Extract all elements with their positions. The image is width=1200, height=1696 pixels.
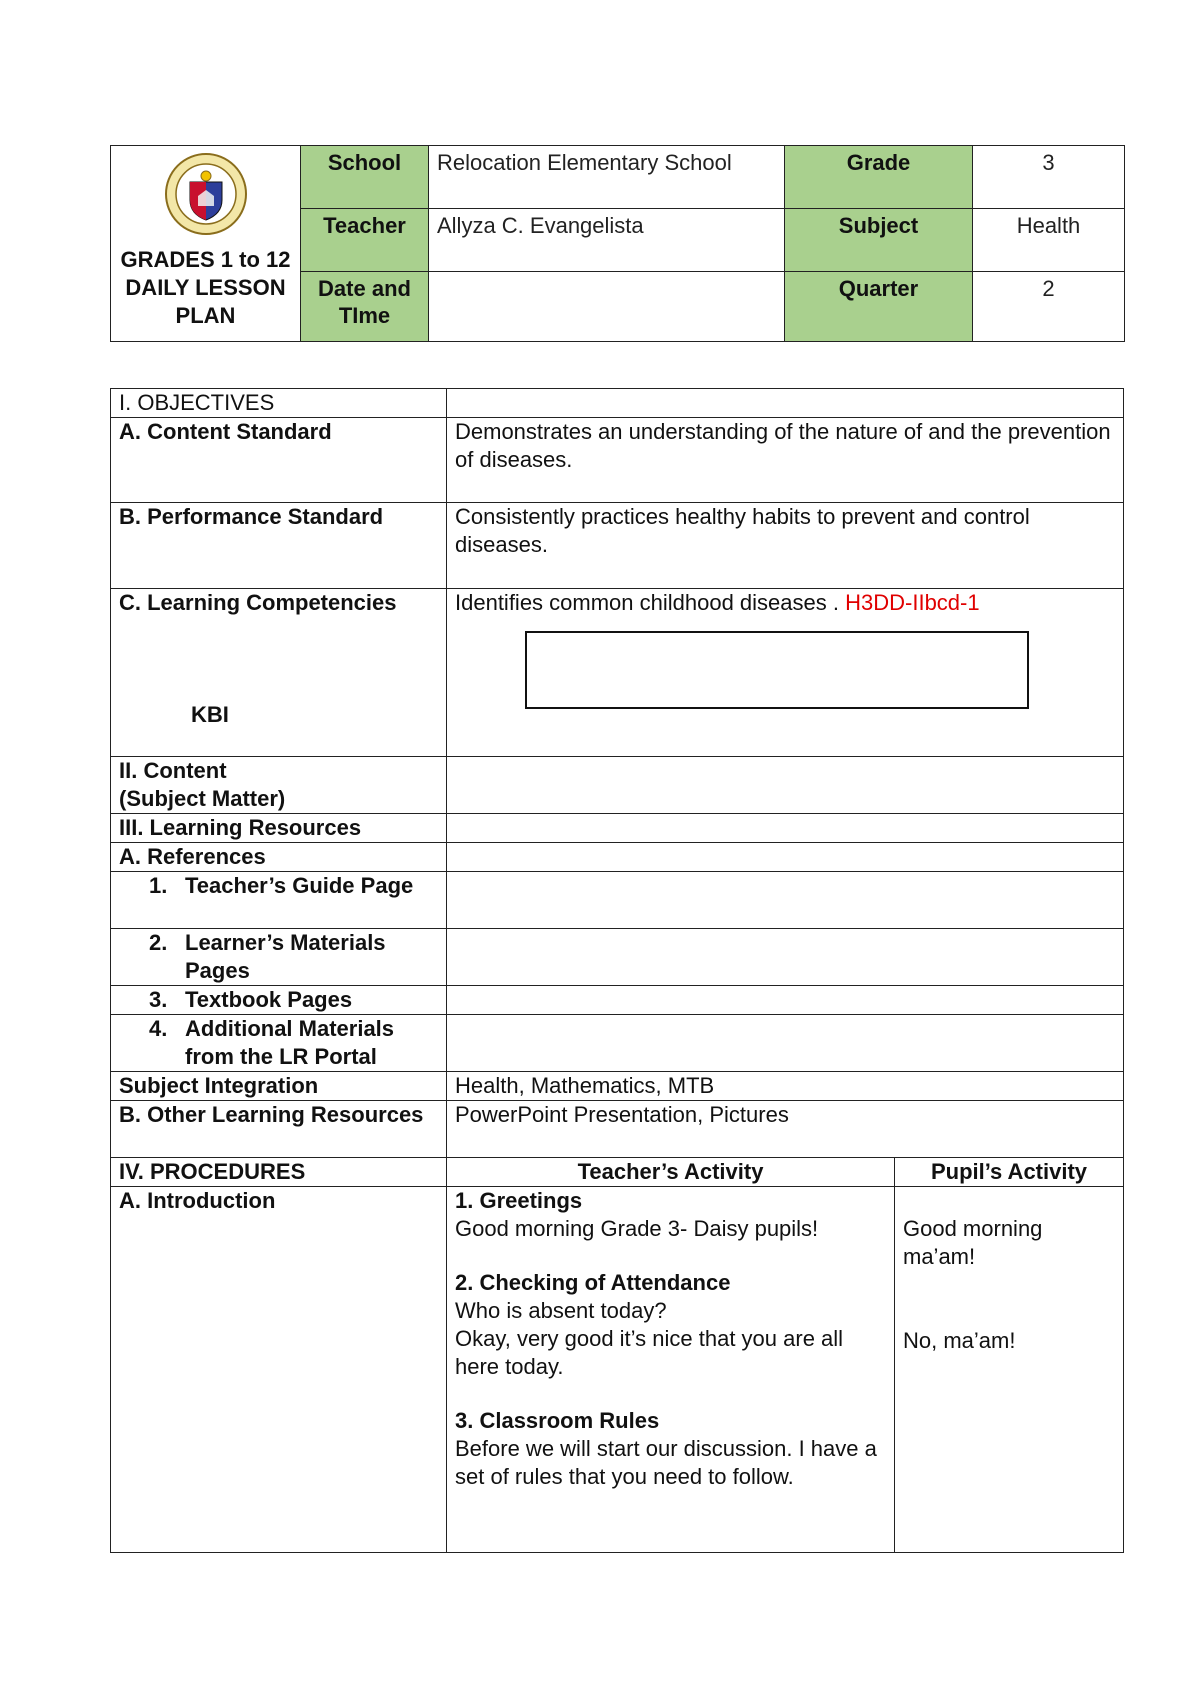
subject-label: Subject (785, 209, 973, 272)
resources-heading-value (447, 814, 1124, 843)
date-label: Date and TIme (301, 272, 429, 342)
other-resources-value: PowerPoint Presentation, Pictures (447, 1101, 1124, 1158)
content-sublabel: (Subject Matter) (119, 786, 286, 811)
reference-item-num: 1. (149, 873, 168, 898)
objectives-heading: I. OBJECTIVES (111, 389, 447, 418)
reference-item-num: 3. (149, 987, 168, 1012)
plan-title: GRADES 1 to 12 DAILY LESSON PLAN (120, 247, 291, 328)
greetings-reply: Good morning ma’am! (903, 1216, 1043, 1269)
resources-heading: III. Learning Resources (111, 814, 447, 843)
content-value (447, 757, 1124, 814)
reference-item-learners-materials (111, 929, 447, 986)
competencies-cell (111, 589, 447, 757)
teacher-activity-cell (447, 1187, 895, 1553)
lesson-table (110, 388, 1124, 1553)
introduction-label: A. Introduction (111, 1187, 447, 1553)
performance-standard-value: Consistently practices healthy habits to prevent and control diseases. (447, 503, 1124, 589)
reference-item-label: Teacher’s Guide Page (185, 873, 414, 898)
reference-item-label: Additional Materials from the LR Portal (185, 1016, 395, 1069)
header-table (110, 145, 1125, 342)
date-value (429, 272, 785, 342)
attendance-question: Who is absent today? (455, 1298, 667, 1323)
procedures-heading: IV. PROCEDURES (111, 1158, 447, 1187)
reference-value-lr-portal (447, 1015, 1124, 1072)
other-resources-label: B. Other Learning Resources (111, 1101, 447, 1158)
pupil-activity-header: Pupil’s Activity (895, 1158, 1124, 1187)
kbi-box (525, 631, 1029, 709)
teacher-value: Allyza C. Evangelista (429, 209, 785, 272)
school-label: School (301, 146, 429, 209)
attendance-title: 2. Checking of Attendance (455, 1270, 731, 1295)
content-standard-label: A. Content Standard (111, 418, 447, 503)
kbi-label: KBI (191, 702, 229, 727)
references-label: A. References (111, 843, 447, 872)
competencies-value-cell (447, 589, 1124, 757)
content-standard-value: Demonstrates an understanding of the nature of and the prevention of diseases. (447, 418, 1124, 503)
attendance-reply: No, ma’am! (903, 1328, 1016, 1353)
reference-value-learners-materials (447, 929, 1124, 986)
teacher-label: Teacher (301, 209, 429, 272)
competencies-label: C. Learning Competencies (119, 590, 397, 615)
reference-item-textbook (111, 986, 447, 1015)
reference-item-num: 2. (149, 930, 168, 955)
competencies-value: Identifies common childhood diseases . (455, 590, 839, 615)
reference-item-label: Textbook Pages (185, 987, 353, 1012)
attendance-text: Okay, very good it’s nice that you are all here today. (455, 1326, 844, 1379)
greetings-text: Good morning Grade 3- Daisy pupils! (455, 1216, 819, 1241)
reference-item-label: Learner’s Materials Pages (185, 930, 386, 983)
performance-standard-label: B. Performance Standard (111, 503, 447, 589)
rules-text: Before we will start our discussion. I have a set of rules that you need to follow. (455, 1436, 877, 1489)
logo-cell (111, 146, 301, 342)
reference-value-textbook (447, 986, 1124, 1015)
subject-integration-value: Health, Mathematics, MTB (447, 1072, 1124, 1101)
content-label: II. Content (119, 758, 227, 783)
pupil-activity-cell (895, 1187, 1124, 1553)
reference-value-teachers-guide (447, 872, 1124, 929)
subject-integration-label: Subject Integration (111, 1072, 447, 1101)
content-label-cell (111, 757, 447, 814)
deped-seal-icon (164, 152, 248, 236)
competencies-code: H3DD-IIbcd-1 (845, 590, 980, 615)
reference-item-lr-portal (111, 1015, 447, 1072)
reference-item-num: 4. (149, 1016, 168, 1041)
grade-label: Grade (785, 146, 973, 209)
teacher-activity-header: Teacher’s Activity (447, 1158, 895, 1187)
greetings-title: 1. Greetings (455, 1188, 583, 1213)
objectives-heading-value (447, 389, 1124, 418)
subject-value: Health (973, 209, 1125, 272)
school-value: Relocation Elementary School (429, 146, 785, 209)
reference-item-teachers-guide (111, 872, 447, 929)
rules-title: 3. Classroom Rules (455, 1408, 660, 1433)
grade-value: 3 (973, 146, 1125, 209)
quarter-value: 2 (973, 272, 1125, 342)
references-value (447, 843, 1124, 872)
quarter-label: Quarter (785, 272, 973, 342)
